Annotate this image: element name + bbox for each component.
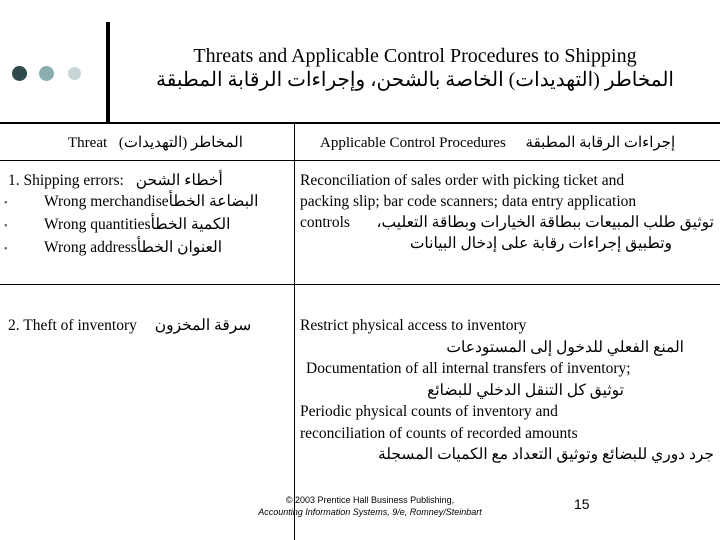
table-top-rule xyxy=(0,122,720,124)
copyright-footer xyxy=(200,494,540,518)
procedure-line: Periodic physical counts of inventory and xyxy=(300,403,558,420)
bullet-ar: البضاعة الخطأ xyxy=(168,193,259,210)
procedure-line: Reconciliation of sales order with picking ticket and xyxy=(300,172,625,189)
row2-threat-label: 2. Theft of inventory xyxy=(8,317,137,334)
procedure-line-ar: توثيق كل التنقل الدخلي للبضائع xyxy=(427,381,624,399)
bullet-icon: • xyxy=(4,221,8,232)
table-row-rule xyxy=(0,284,720,285)
row1-threat-label: 1. Shipping errors: xyxy=(8,172,124,189)
procedure-line: Documentation of all internal transfers of inventory; xyxy=(306,360,631,377)
procedure-line: Restrict physical access to inventory xyxy=(300,317,527,334)
row1-threat-label-ar: أخطاء الشحن xyxy=(135,172,223,189)
procedures-header-en: Applicable Control Procedures xyxy=(320,135,506,151)
decorative-dot-dark xyxy=(12,66,27,81)
bullet-en: Wrong address xyxy=(44,239,137,256)
row1-threat-cell xyxy=(4,170,292,260)
procedure-line-ar: جرد دوري للبضائع وتوثيق التعداد مع الكميات المسجلة xyxy=(377,446,714,463)
threat-header-ar: المخاطر (التهديدات) xyxy=(118,135,243,151)
threat-header xyxy=(68,133,243,152)
bullet-item xyxy=(0,191,292,214)
bullet-ar: العنوان الخطأ xyxy=(136,239,223,256)
bullet-item xyxy=(0,237,292,260)
procedures-header xyxy=(320,133,675,152)
footer-line1: © 2003 Prentice Hall Business Publishing, xyxy=(285,495,455,505)
procedure-line: reconciliation of counts of recorded amounts xyxy=(300,424,578,442)
title-divider xyxy=(106,22,110,122)
page-number: 15 xyxy=(574,496,590,512)
procedure-line: packing slip; bar code scanners; data entry application xyxy=(300,193,637,210)
bullet-ar: الكمية الخطأ xyxy=(150,216,231,233)
procedure-line-ar: توثيق طلب المبيعات ببطاقة الخيارات وبطاقة التعليب، xyxy=(376,214,714,231)
table-header-rule xyxy=(0,160,720,161)
bullet-icon: • xyxy=(4,244,8,255)
decorative-dot-mid xyxy=(39,66,54,81)
slide-title xyxy=(120,44,710,92)
threat-header-en: Threat xyxy=(68,135,108,151)
row1-procedures-cell xyxy=(300,170,714,254)
footer-line2: Accounting Information Systems, 9/e, Romney/Steinbart xyxy=(258,507,482,517)
bullet-icon: • xyxy=(4,198,8,209)
decorative-dot-light xyxy=(68,67,81,80)
procedure-line: controls xyxy=(300,214,350,231)
bullet-item xyxy=(0,214,292,237)
row2-threat-cell xyxy=(8,315,292,336)
procedure-line-ar: المنع الفعلي للدخول إلى المستودعات xyxy=(446,338,684,356)
row2-procedures-cell xyxy=(300,315,714,466)
title-english: Threats and Applicable Control Procedures to Shipping xyxy=(193,45,637,67)
bullet-en: Wrong quantities xyxy=(44,216,151,233)
row2-threat-label-ar: سرقة المخزون xyxy=(154,317,252,334)
bullet-en: Wrong merchandise xyxy=(44,193,169,210)
procedures-header-ar: إجراءات الرقابة المطبقة xyxy=(525,135,676,151)
procedure-line-ar: وتطبيق إجراءات رقابة على إدخال البيانات xyxy=(409,235,672,252)
title-arabic: المخاطر (التهديدات) الخاصة بالشحن، وإجراءات الرقابة المطبقة xyxy=(156,69,674,91)
table-column-divider xyxy=(294,122,295,540)
